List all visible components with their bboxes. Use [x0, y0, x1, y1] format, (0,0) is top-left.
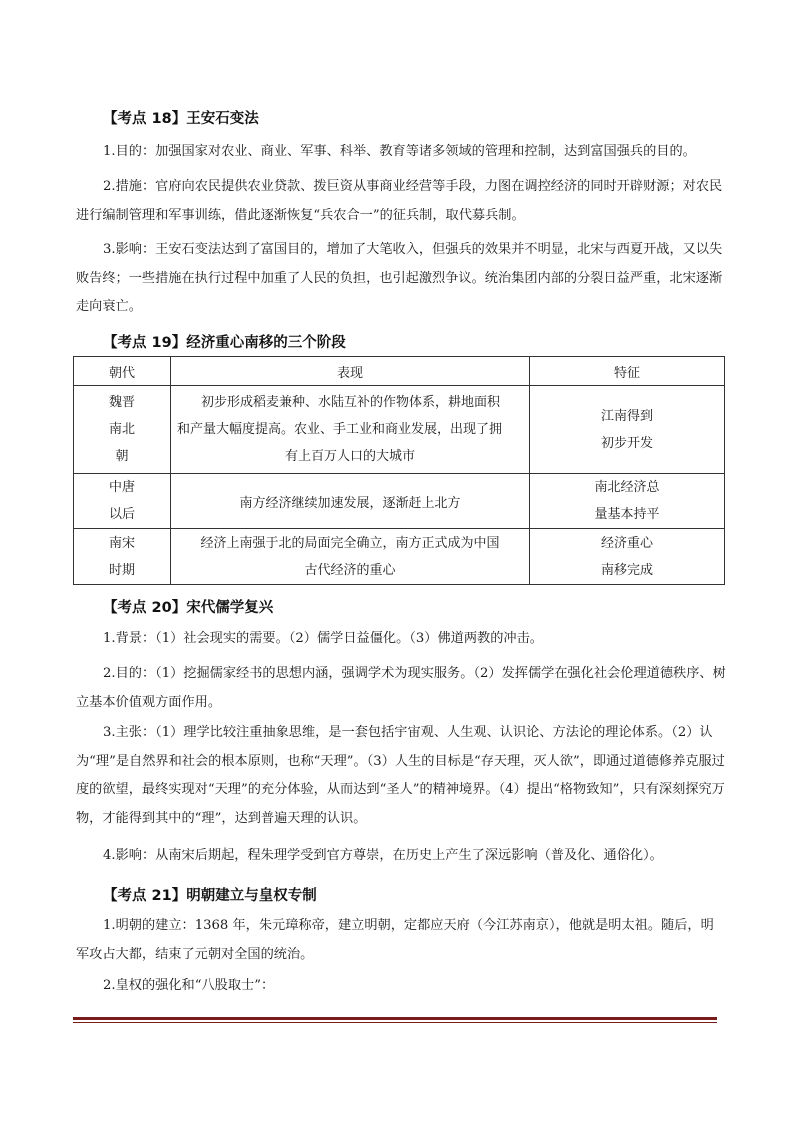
- footer-rule-thin: [73, 1022, 717, 1023]
- feature-cell: 经济重心 南移完成: [530, 529, 725, 585]
- section-19-heading: 【考点 19】经济重心南移的三个阶段: [103, 335, 346, 351]
- table-row: [74, 386, 725, 474]
- section-21-heading: 【考点 21】明朝建立与皇权专制: [103, 888, 317, 904]
- section-18-para-1: 1.目的：加强国家对农业、商业、军事、科举、教育等诸多领域的管理和控制，达到富国强兵的目的。: [103, 144, 696, 159]
- desc-cell: 初步形成稻麦兼种、水陆互补的作物体系，耕地面积 和产量大幅度提高。农业、手工业和商业发展，出现了拥 有上百万人口的大城市: [171, 386, 530, 474]
- section-20-para-3: 3.主张：（1）理学比较注重抽象思维，是一套包括宇宙观、人生观、认识论、方法论的理论体系。（2）认为“理”是自然界和社会的根本原则，也称“天理”。（3）人生的目标是“存天理，灭人欲”，即通过道德修养克服过度的欲望，最终实现对“天理”的充分体验，从而达到“圣人”的精神境界。（4）提出“格物致知”，只有深刻探究万物，才能得到其中的“理”，达到普遍天理的认识。: [76, 725, 725, 826]
- era-cell: 魏晋 南北 朝: [74, 386, 171, 474]
- section-20-para-2: 2.目的：（1）挖掘儒家经书的思想内涵，强调学术为现实服务。（2）发挥儒学在强化社会伦理道德秩序、树立基本价值观方面作用。: [76, 666, 726, 710]
- feature-cell: 江南得到 初步开发: [530, 386, 725, 474]
- table-row: [74, 529, 725, 585]
- era-cell: 南宋 时期: [74, 529, 171, 585]
- section-21-para-1: 1.明朝的建立：1368 年，朱元璋称帝，建立明朝，定都应天府（今江苏南京），他就是明太祖。随后，明军攻占大都，结束了元朝对全国的统治。: [76, 918, 714, 962]
- header-desc: 表现: [171, 357, 530, 386]
- table-row: [74, 474, 725, 529]
- section-18-heading: 【考点 18】王安石变法: [103, 111, 259, 127]
- section-21-para-2: 2.皇权的强化和“八股取士”：: [103, 978, 275, 993]
- header-feature: 特征: [530, 357, 725, 386]
- section-20-para-1: 1.背景：（1）社会现实的需要。（2）儒学日益僵化。（3）佛道两教的冲击。: [103, 631, 543, 646]
- table-header-row: [74, 357, 725, 386]
- era-cell: 中唐 以后: [74, 474, 171, 529]
- economy-shift-table: [73, 356, 725, 585]
- footer-rule-thick: [73, 1017, 717, 1020]
- section-18-para-3: 3.影响：王安石变法达到了富国目的，增加了大笔收入，但强兵的效果并不明显，北宋与西夏开战，又以失败告终；一些措施在执行过程中加重了人民的负担，也引起激烈争议。统治集团内部的分裂日益严重，北宋逐渐走向衰亡。: [76, 242, 723, 314]
- desc-cell: 南方经济继续加速发展，逐渐赶上北方: [171, 474, 530, 529]
- desc-cell: 经济上南强于北的局面完全确立，南方正式成为中国 古代经济的重心: [171, 529, 530, 585]
- header-era: 朝代: [74, 357, 171, 386]
- section-20-para-4: 4.影响：从南宋后期起，程朱理学受到官方尊崇，在历史上产生了深远影响（普及化、通俗化）。: [103, 848, 663, 863]
- section-18-para-2: 2.措施：官府向农民提供农业贷款、拨巨资从事商业经营等手段，力图在调控经济的同时开辟财源；对农民进行编制管理和军事训练，借此逐渐恢复“兵农合一”的征兵制，取代募兵制。: [76, 179, 723, 223]
- feature-cell: 南北经济总 量基本持平: [530, 474, 725, 529]
- section-20-heading: 【考点 20】宋代儒学复兴: [103, 600, 274, 616]
